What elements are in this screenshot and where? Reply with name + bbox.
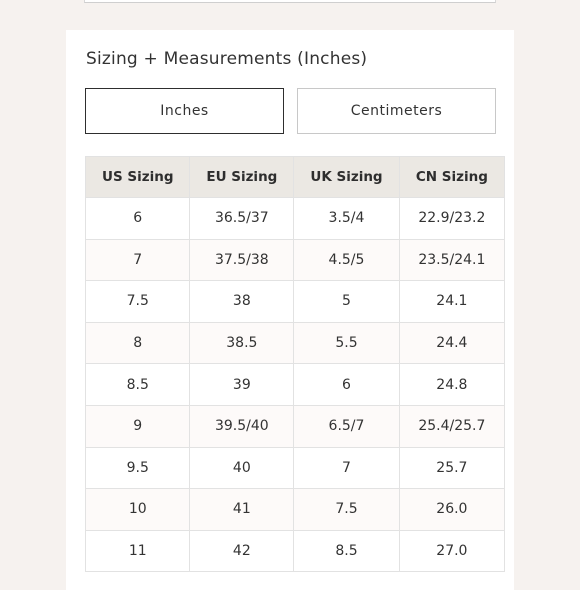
cell-us: 9 [86, 405, 190, 447]
table-row [86, 530, 505, 572]
cell-uk: 4.5/5 [294, 239, 400, 281]
sizing-card [66, 30, 514, 590]
previous-section-edge [84, 0, 496, 3]
header-cn-sizing: CN Sizing [399, 157, 504, 198]
centimeters-toggle-button[interactable]: Centimeters [297, 88, 496, 134]
cell-uk: 6 [294, 364, 400, 406]
cell-eu: 38 [190, 281, 294, 323]
cell-eu: 36.5/37 [190, 198, 294, 240]
table-row [86, 322, 505, 364]
cell-uk: 7.5 [294, 489, 400, 531]
table-row [86, 405, 505, 447]
cell-eu: 38.5 [190, 322, 294, 364]
cell-cn: 22.9/23.2 [399, 198, 504, 240]
cell-uk: 5.5 [294, 322, 400, 364]
cell-cn: 24.8 [399, 364, 504, 406]
table-header-row [86, 157, 505, 198]
table-row [86, 239, 505, 281]
cell-us: 7 [86, 239, 190, 281]
cell-uk: 6.5/7 [294, 405, 400, 447]
cell-eu: 40 [190, 447, 294, 489]
cell-us: 8 [86, 322, 190, 364]
cell-eu: 42 [190, 530, 294, 572]
cell-eu: 39 [190, 364, 294, 406]
cell-uk: 5 [294, 281, 400, 323]
cell-us: 10 [86, 489, 190, 531]
inches-toggle-button[interactable]: Inches [85, 88, 284, 134]
table-row [86, 198, 505, 240]
cell-us: 8.5 [86, 364, 190, 406]
size-chart-table [85, 156, 505, 572]
cell-us: 11 [86, 530, 190, 572]
header-eu-sizing: EU Sizing [190, 157, 294, 198]
cell-eu: 39.5/40 [190, 405, 294, 447]
table-row [86, 364, 505, 406]
table-row [86, 447, 505, 489]
cell-us: 7.5 [86, 281, 190, 323]
cell-cn: 27.0 [399, 530, 504, 572]
cell-us: 6 [86, 198, 190, 240]
cell-cn: 24.4 [399, 322, 504, 364]
cell-uk: 7 [294, 447, 400, 489]
cell-eu: 41 [190, 489, 294, 531]
header-us-sizing: US Sizing [86, 157, 190, 198]
section-heading: Sizing + Measurements (Inches) [86, 49, 368, 69]
table-row [86, 489, 505, 531]
table-row [86, 281, 505, 323]
cell-cn: 25.4/25.7 [399, 405, 504, 447]
cell-uk: 8.5 [294, 530, 400, 572]
cell-cn: 26.0 [399, 489, 504, 531]
cell-uk: 3.5/4 [294, 198, 400, 240]
cell-cn: 23.5/24.1 [399, 239, 504, 281]
cell-cn: 24.1 [399, 281, 504, 323]
cell-cn: 25.7 [399, 447, 504, 489]
cell-eu: 37.5/38 [190, 239, 294, 281]
cell-us: 9.5 [86, 447, 190, 489]
header-uk-sizing: UK Sizing [294, 157, 400, 198]
